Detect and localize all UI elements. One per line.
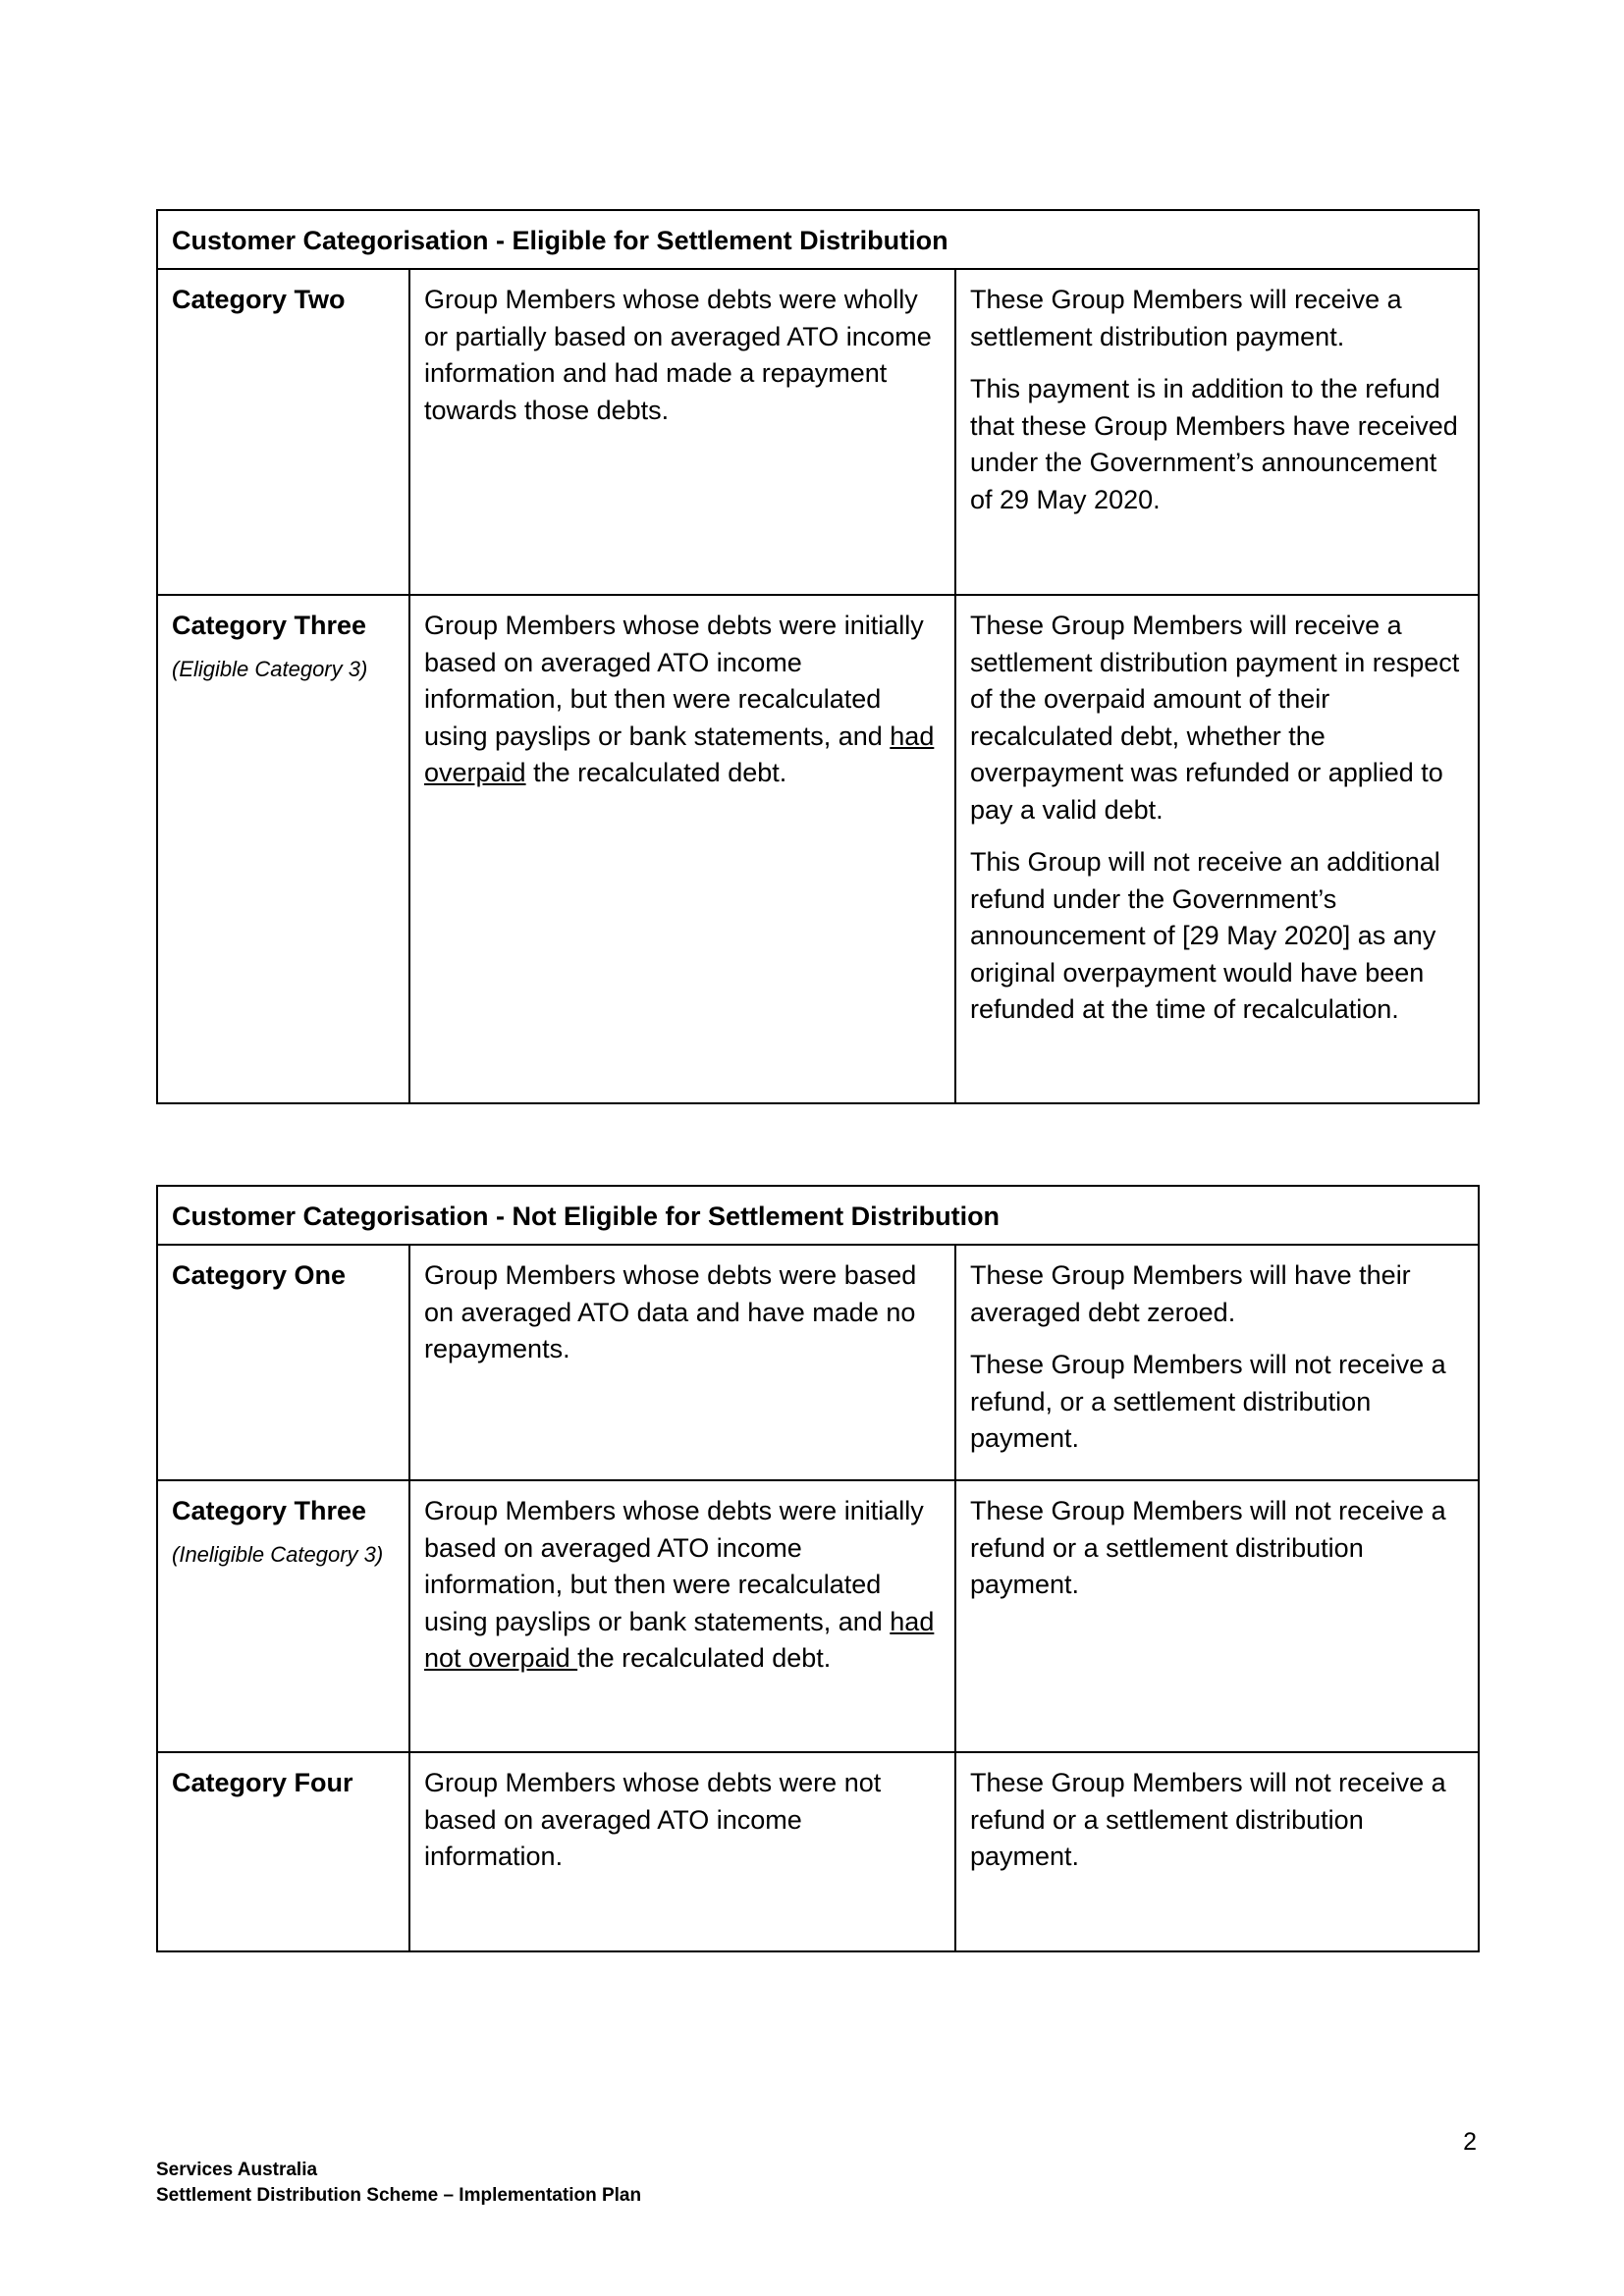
category-cell xyxy=(157,1480,409,1752)
outcome-cell xyxy=(955,1245,1479,1480)
description-text: Group Members whose debts were initially based on averaged ATO income information, but then were recalculated using payslips or bank statements, and xyxy=(424,1496,924,1636)
outcome-cell xyxy=(955,1752,1479,1951)
page-footer xyxy=(156,2158,641,2209)
category-cell xyxy=(157,1752,409,1951)
outcome-paragraph: This payment is in addition to the refund that these Group Members have received under the Government’s announcement of 29 May 2020. xyxy=(970,374,1458,514)
page-number: 2 xyxy=(1463,2128,1477,2156)
description-cell xyxy=(409,1245,955,1480)
outcome-cell xyxy=(955,269,1479,595)
description-cell xyxy=(409,1752,955,1951)
category-name: Category One xyxy=(172,1260,347,1290)
description-cell xyxy=(409,269,955,595)
description-text: Group Members whose debts were wholly or partially based on averaged ATO income information and had made a repayment towards those debts. xyxy=(424,285,932,425)
ineligible-categorisation-table xyxy=(156,1185,1480,1952)
outcome-paragraph: These Group Members will not receive a refund or a settlement distribution payment. xyxy=(970,1496,1446,1599)
description-cell xyxy=(409,595,955,1103)
table-row xyxy=(157,269,1479,595)
description-text: Group Members whose debts were not based on averaged ATO income information. xyxy=(424,1768,882,1871)
category-name: Category Three xyxy=(172,1496,367,1525)
table-row xyxy=(157,1480,1479,1752)
category-subtitle: (Ineligible Category 3) xyxy=(172,1541,384,1567)
outcome-paragraph: These Group Members will not receive a refund, or a settlement distribution payment. xyxy=(970,1350,1446,1453)
outcome-paragraph: These Group Members will receive a settlement distribution payment in respect of the overpaid amount of their recalculated debt, whether the overpayment was refunded or applied to pay a valid debt. xyxy=(970,611,1460,825)
description-text: Group Members whose debts were based on averaged ATO data and have made no repayments. xyxy=(424,1260,917,1363)
category-name: Category Four xyxy=(172,1768,353,1797)
outcome-cell xyxy=(955,595,1479,1103)
description-text: the recalculated debt. xyxy=(577,1643,832,1673)
outcome-cell xyxy=(955,1480,1479,1752)
table-row xyxy=(157,1752,1479,1951)
outcome-paragraph: These Group Members will not receive a refund or a settlement distribution payment. xyxy=(970,1768,1446,1871)
outcome-paragraph: This Group will not receive an additional refund under the Government’s announcement of [29 May 2020] as any original overpayment would have been refunded at the time of recalculation. xyxy=(970,847,1440,1024)
category-name: Category Three xyxy=(172,611,367,640)
footer-organisation: Services Australia xyxy=(156,2160,318,2180)
table-row xyxy=(157,595,1479,1103)
table-row xyxy=(157,1245,1479,1480)
category-subtitle: (Eligible Category 3) xyxy=(172,656,368,681)
eligible-categorisation-table xyxy=(156,209,1480,1104)
description-cell xyxy=(409,1480,955,1752)
table-header: Customer Categorisation - Not Eligible for Settlement Distribution xyxy=(157,1186,1479,1245)
table-header-row xyxy=(157,210,1479,269)
footer-document-title: Settlement Distribution Scheme – Implementation Plan xyxy=(156,2185,642,2206)
table-header-row xyxy=(157,1186,1479,1245)
table-header: Customer Categorisation - Eligible for Settlement Distribution xyxy=(157,210,1479,269)
underlined-emphasis: had overpaid xyxy=(424,721,935,787)
category-cell xyxy=(157,269,409,595)
description-text: the recalculated debt. xyxy=(525,758,787,787)
outcome-paragraph: These Group Members will have their averaged debt zeroed. xyxy=(970,1260,1411,1327)
category-cell xyxy=(157,595,409,1103)
category-name: Category Two xyxy=(172,285,346,314)
category-cell xyxy=(157,1245,409,1480)
description-text: Group Members whose debts were initially based on averaged ATO income information, but then were recalculated using payslips or bank statements, and xyxy=(424,611,924,751)
underlined-emphasis: had not overpaid xyxy=(424,1606,935,1673)
outcome-paragraph: These Group Members will receive a settlement distribution payment. xyxy=(970,285,1402,351)
